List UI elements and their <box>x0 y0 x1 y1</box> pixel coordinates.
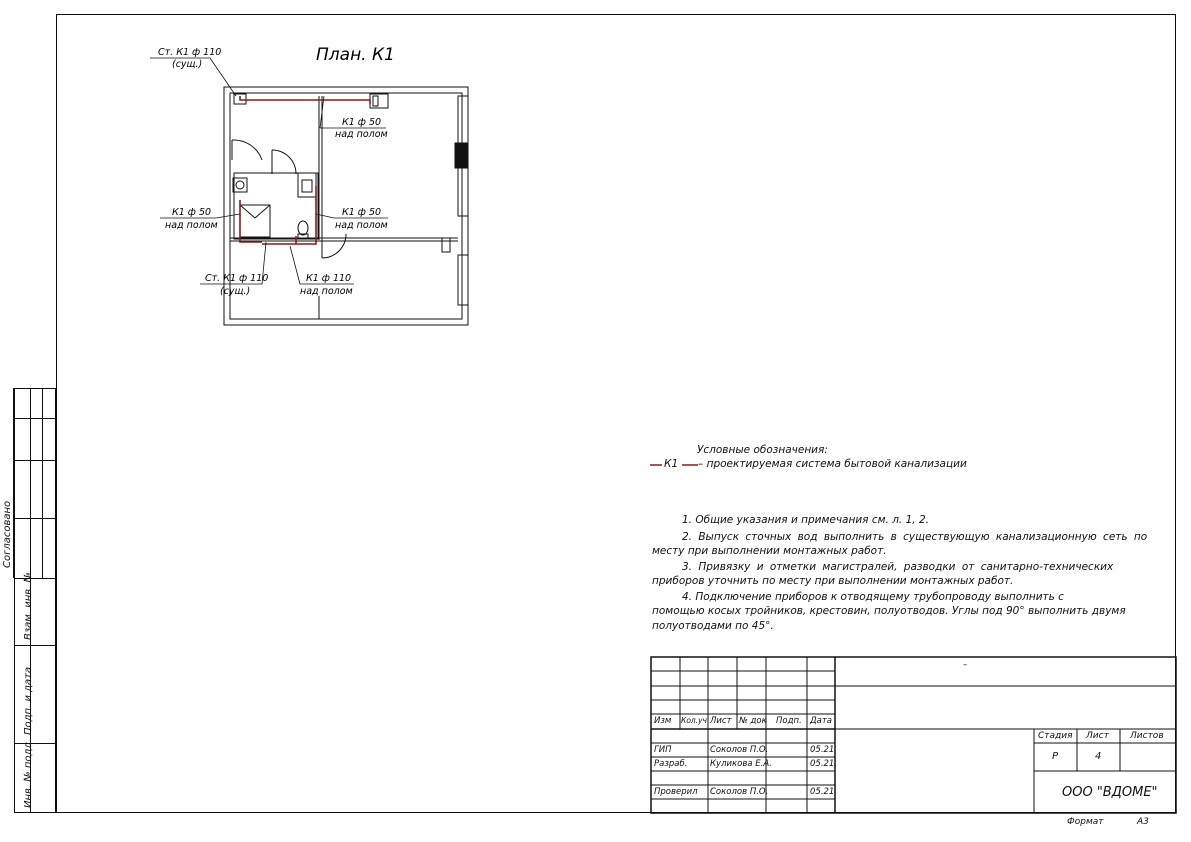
label-3-line2: над полом <box>165 220 218 231</box>
note-line: полуотводами по 45°. <box>652 620 774 632</box>
label-5-line1: Ст. К1 ф 110 <box>205 273 269 284</box>
label-6-line2: над полом <box>300 286 353 297</box>
row-date: 05.21 <box>810 787 835 797</box>
header-sign: Подп. <box>776 716 802 726</box>
note-line: месту при выполнении монтажных работ. <box>652 545 887 557</box>
label-2-line2: над полом <box>335 129 388 140</box>
sheets-label: Листов <box>1130 731 1164 741</box>
note-line: 2. Выпуск сточных вод выполнить в существующую канализационную сеть по <box>682 531 1148 543</box>
row-date: 05.21 <box>810 745 835 755</box>
row-date: 05.21 <box>810 759 835 769</box>
note-line: 3. Привязку и отметки магистралей, разводки от санитарно-технических <box>682 561 1114 573</box>
note-line: 4. Подключение приборов к отводящему трубопроводу выполнить с <box>682 591 1064 603</box>
row-role: ГИП <box>654 745 672 755</box>
inv-orig-label: Инв. № подл. <box>23 739 34 808</box>
label-3-line1: К1 ф 50 <box>172 207 212 218</box>
note-line: приборов уточнить по месту при выполнении монтажных работ. <box>652 575 1014 587</box>
header-izm: Изм <box>654 716 672 726</box>
label-1-line2: (сущ.) <box>172 59 203 70</box>
row-role: Проверил <box>654 787 698 797</box>
note-line: 1. Общие указания и примечания см. л. 1, 2. <box>682 514 929 526</box>
header-doc-no: № док <box>739 716 767 726</box>
label-4-line2: над полом <box>335 220 388 231</box>
label-4-line1: К1 ф 50 <box>342 207 382 218</box>
legend-text: – проектируемая система бытовой канализации <box>698 458 967 470</box>
legend-symbol: К1 <box>664 458 679 470</box>
header-kol-uch: Кол.уч <box>681 716 707 725</box>
label-1-line1: Ст. К1 ф 110 <box>158 47 222 58</box>
plan-title: План. К1 <box>316 45 395 65</box>
label-6-line1: К1 ф 110 <box>306 273 352 284</box>
note-line: помощью косых тройников, крестовин, полуотводов. Углы под 90° выполнить двумя <box>652 605 1126 617</box>
header-list: Лист <box>710 716 732 726</box>
stage-label: Стадия <box>1038 731 1073 741</box>
row-name: Соколов П.О. <box>710 745 769 755</box>
format-label: Формат <box>1067 817 1104 827</box>
label-5-line2: (сущ.) <box>220 286 251 297</box>
company-name: ООО "ВДОМЕ" <box>1062 785 1158 800</box>
sheet-label: Лист <box>1086 731 1109 741</box>
legend-title: Условные обозначения: <box>697 444 828 456</box>
row-name: Куликова Е.А. <box>710 759 772 769</box>
agreed-label: Согласовано <box>2 500 13 568</box>
row-name: Соколов П.О. <box>710 787 769 797</box>
row-role: Разраб. <box>654 759 688 769</box>
label-2-line1: К1 ф 50 <box>342 117 382 128</box>
project-title: – <box>963 660 968 670</box>
vzam-inv-label: Взам. инв. № <box>23 572 34 640</box>
sheet-value: 4 <box>1095 751 1102 762</box>
format-value: А3 <box>1137 817 1149 827</box>
sign-date-label: Подп. и дата <box>23 666 34 735</box>
stage-value: Р <box>1052 751 1059 762</box>
header-date: Дата <box>810 716 833 726</box>
